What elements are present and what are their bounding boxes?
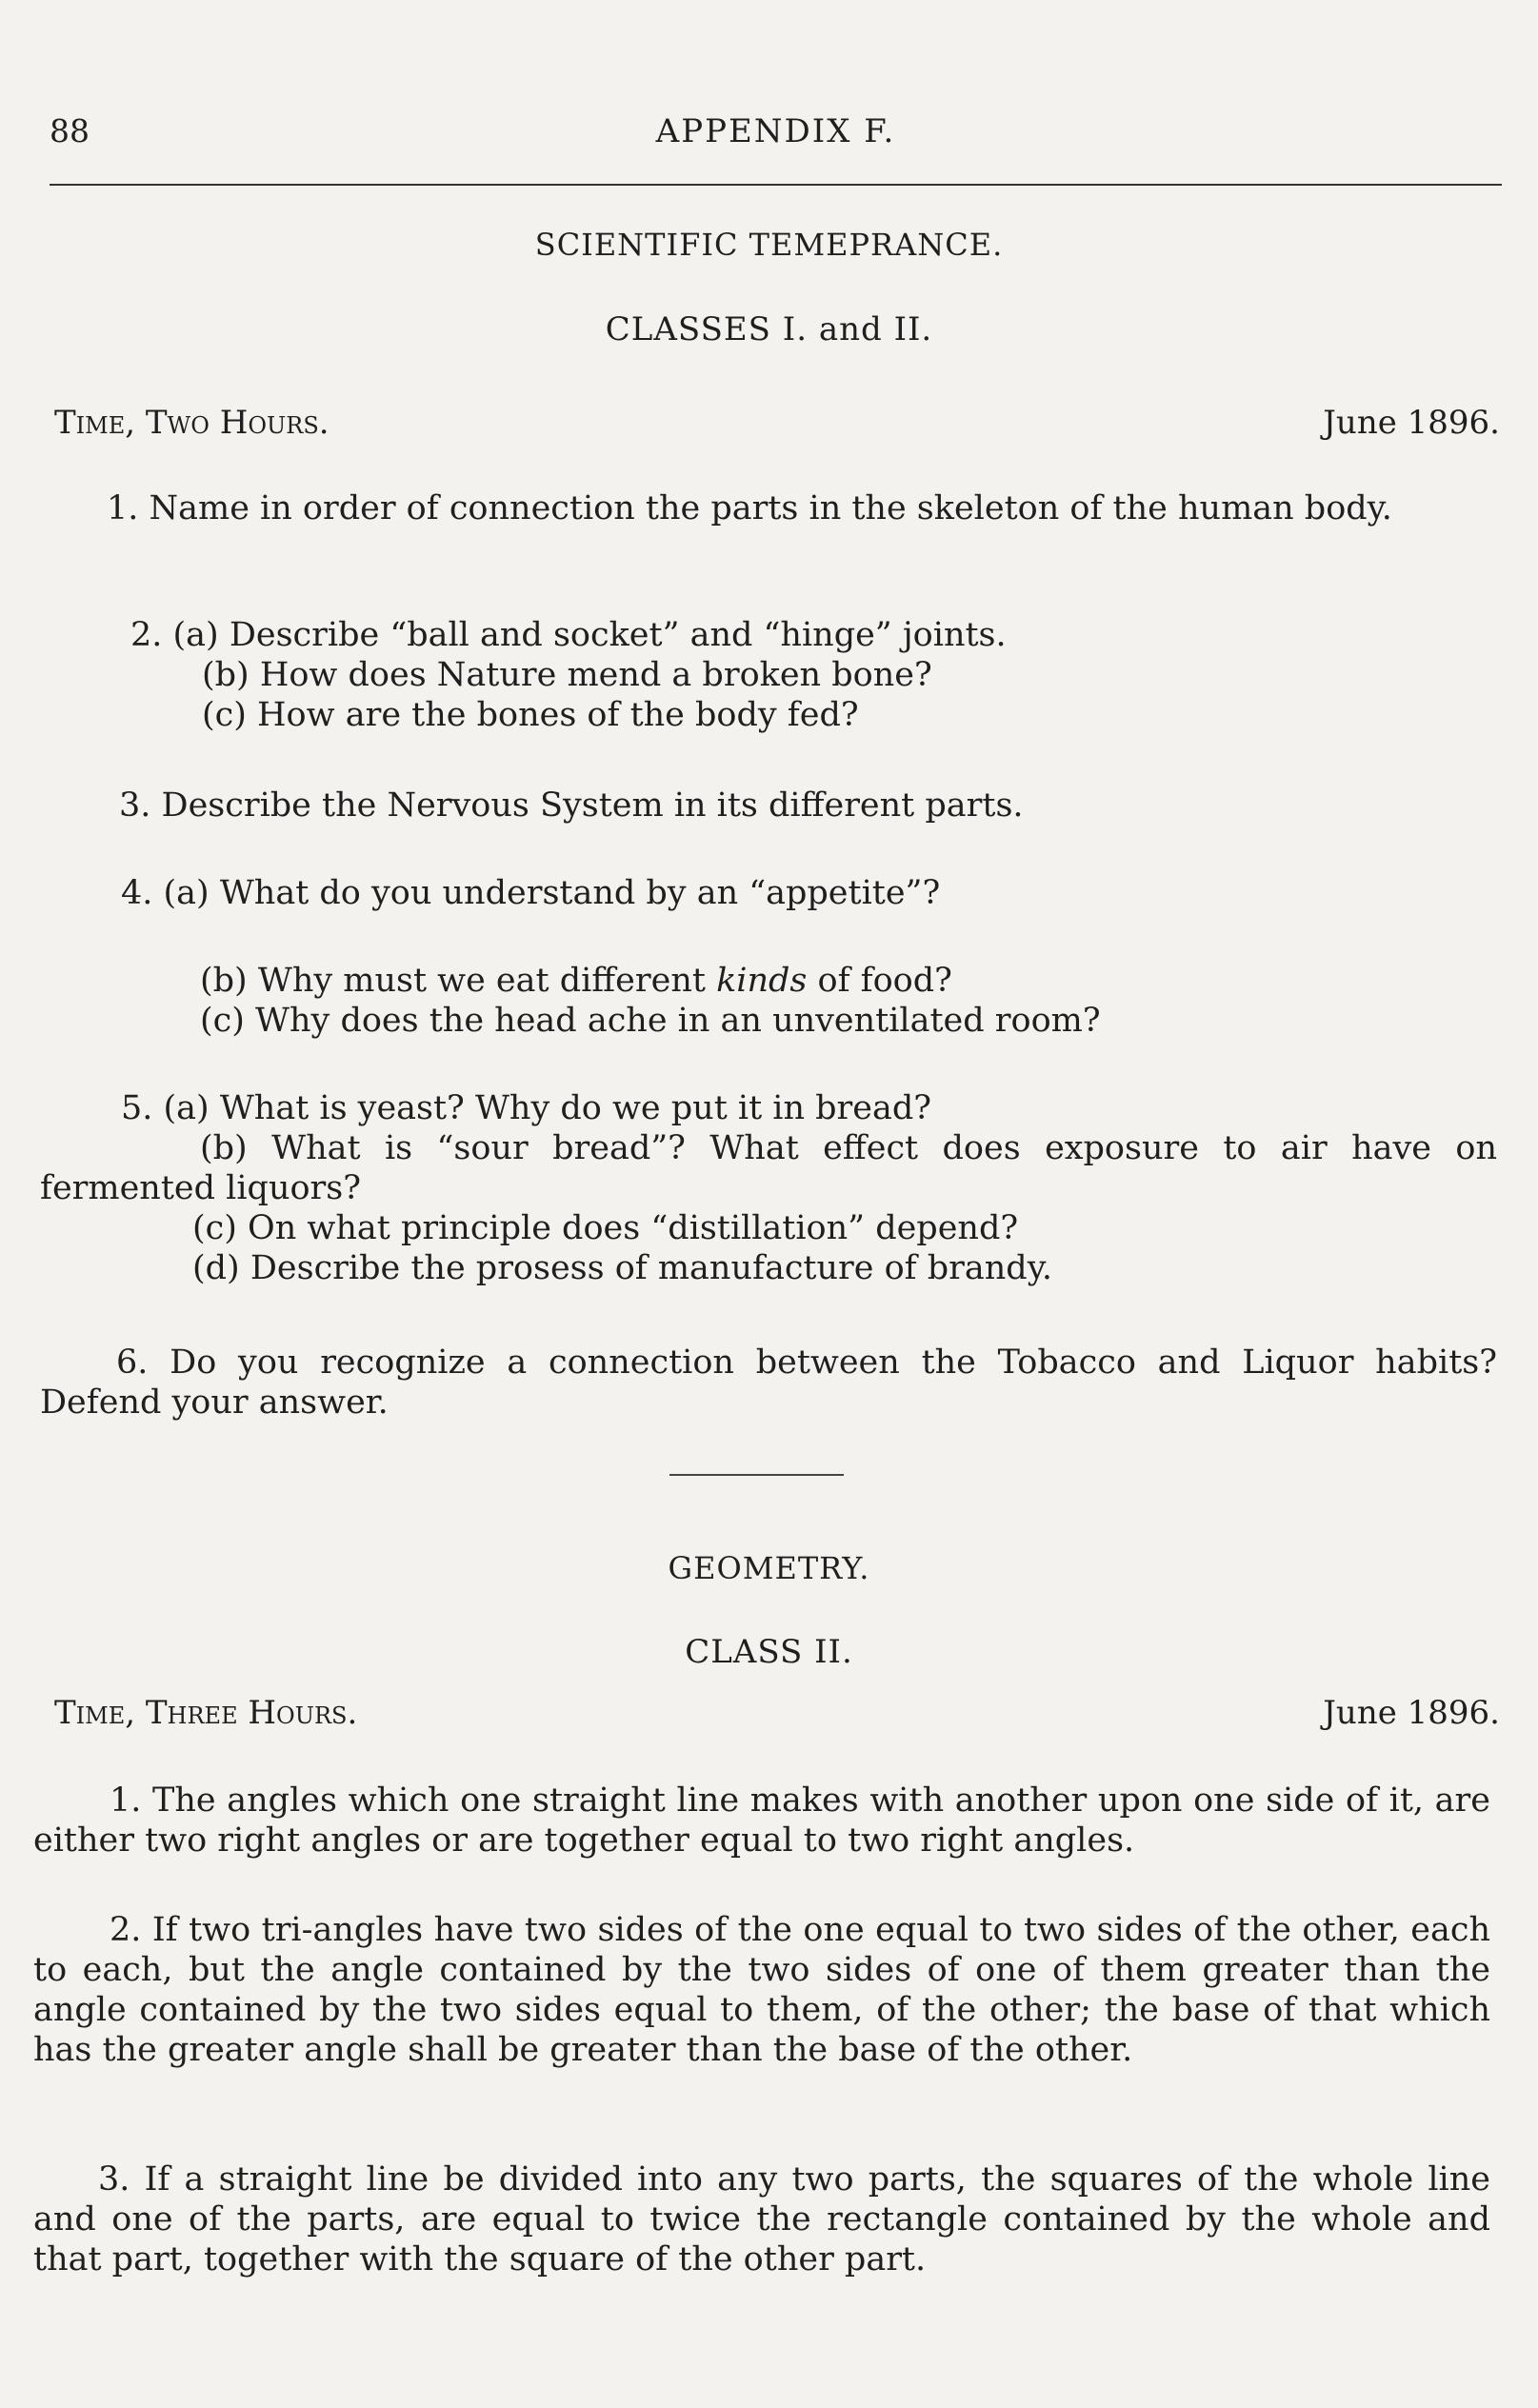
question-3: 3. Describe the Nervous System in its different parts. (119, 786, 1024, 825)
question-2 (40, 615, 1497, 735)
section-title-temperance: SCIENTIFIC TEMEPRANCE. (534, 227, 1004, 263)
time-row-geometry (43, 1694, 1500, 1736)
section-separator-rule (669, 1474, 844, 1476)
section-classes-geometry: CLASS II. (685, 1633, 853, 1671)
question-4a: 4. (a) What do you understand by an “appetite”? (121, 874, 941, 912)
question-5a: 5. (a) What is yeast? Why do we put it in bread? (121, 1089, 932, 1127)
section-title-geometry: GEOMETRY. (668, 1550, 870, 1586)
geometry-question-2: 2. If two tri-angles have two sides of the one equal to two sides of the other, each to each, but the angle contained by the two sides of one of them greater than the angle contained by the two sides equal to them, of the other; the base of that which has the greater angle shall be greater than the base of the other. (33, 1911, 1490, 2069)
page-number: 88 (50, 112, 90, 149)
question-4c: (c) Why does the head ache in an unventilated room? (200, 1002, 1101, 1040)
time-allowed: Time, Three Hours. (54, 1694, 358, 1732)
geometry-question-3: 3. If a straight line be divided into any two parts, the squares of the whole line and one of the parts, are equal to twice the rectangle contained by the whole and that part, together with the square of the other part. (33, 2160, 1490, 2279)
time-allowed: Time, Two Hours. (54, 404, 330, 442)
question-1: 1. Name in order of connection the parts in the skeleton of the human body. (107, 489, 1392, 527)
question-4-continued (40, 961, 1497, 1041)
running-title: APPENDIX F. (655, 112, 896, 150)
question-2c: (c) How are the bones of the body fed? (202, 696, 859, 734)
geometry-question-1: 1. The angles which one straight line makes with another upon one side of it, are either two right angles or are together equal to two right angles. (33, 1781, 1490, 1860)
question-4b: (b) Why must we eat different kinds of food? (200, 962, 952, 1000)
question-2b: (b) How does Nature mend a broken bone? (202, 656, 932, 694)
question-5c: (c) On what principle does “distillation” depend? (192, 1209, 1019, 1247)
header-rule (50, 184, 1502, 186)
question-5b: (b) What is “sour bread”? What effect does exposure to air have on fermented liquors? (40, 1129, 1497, 1207)
question-5 (40, 1088, 1497, 1288)
question-2a: 2. (a) Describe “ball and socket” and “hinge” joints. (130, 616, 1007, 654)
running-header (50, 112, 1502, 160)
time-row-temperance (43, 404, 1500, 446)
question-4 (40, 873, 1497, 913)
question-6: 6. Do you recognize a connection between the Tobacco and Liquor habits? Defend your answer. (40, 1343, 1497, 1422)
emphasis-kinds: kinds (716, 962, 808, 1000)
exam-date: June 1896. (1323, 1694, 1500, 1732)
section-classes-temperance: CLASSES I. and II. (605, 310, 933, 348)
exam-date: June 1896. (1323, 404, 1500, 442)
question-5d: (d) Describe the prosess of manufacture of brandy. (192, 1249, 1052, 1287)
